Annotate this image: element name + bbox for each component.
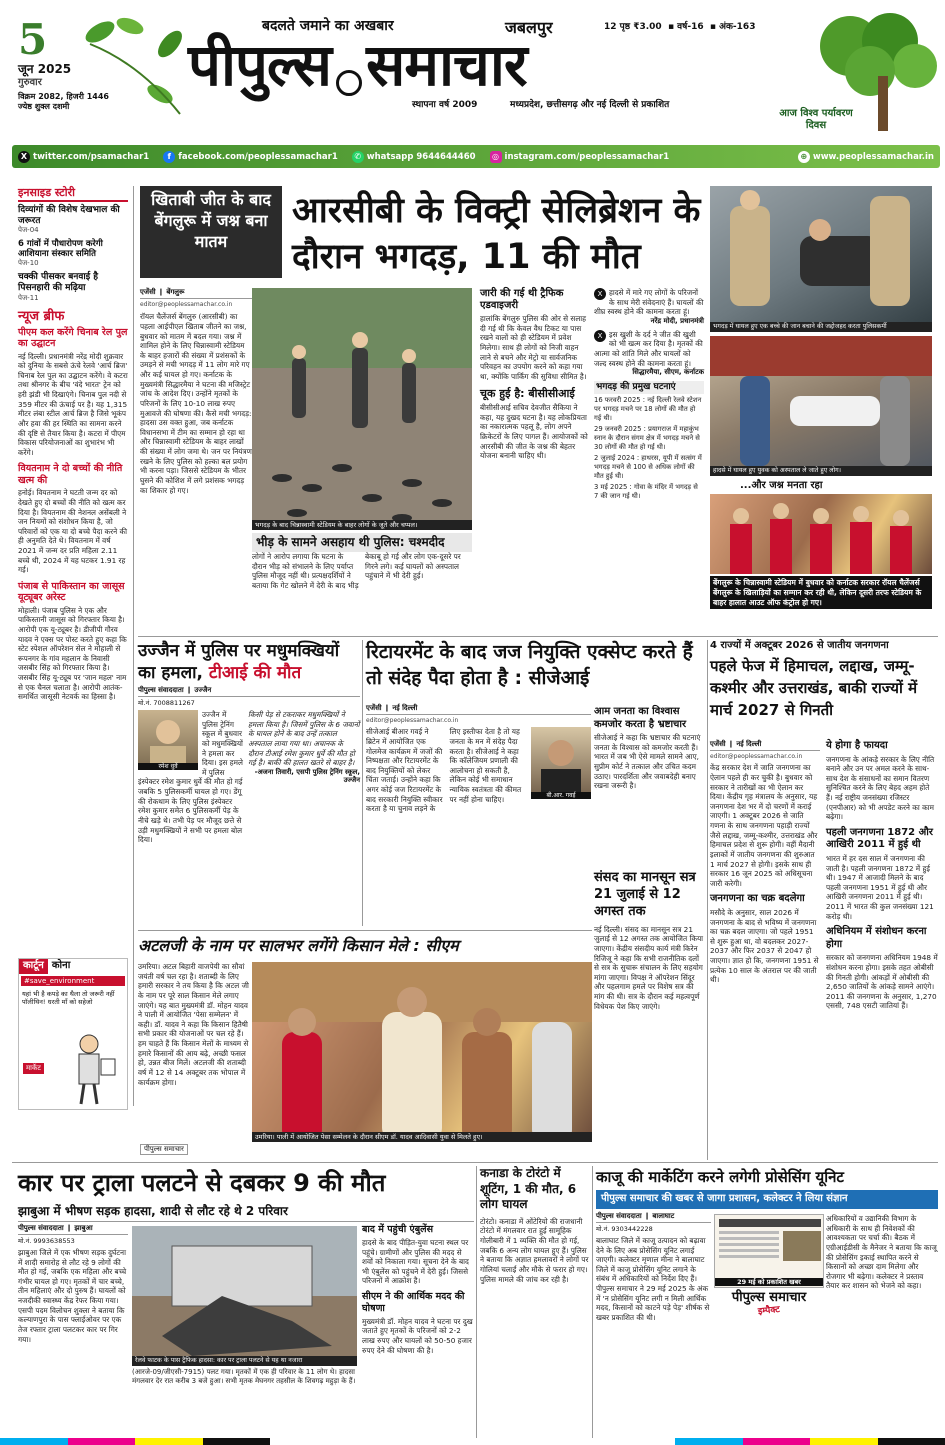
census-first-body: भारत में हर दस साल में जनगणना की जाती है। पहली जनगणना 1872 में हुई थी। 1947 में आजादी मिलने के बाद पहली जनगणना 1951 में हुई थी और आखिरी जनगणना 2011 में हुई थी। 2011 में भारत की कुल जनसंख्या 121 करोड़ थी। — [826, 853, 934, 921]
city: जबलपुर — [505, 18, 553, 37]
cji-side-body: सीजेआई ने कहा कि भ्रष्टाचार की घटनाएं जनता के विश्वास को कमजोर करती हैं। भारत में जब भी ऐसे मामले सामने आए, सुप्रीम कोर्ट ने तत्काल और उचित कदम उठाए। पारदर्शिता और जवाबदेही बनाए रखना जरूरी है। — [594, 733, 701, 791]
section-rule — [138, 636, 938, 637]
column-rule — [707, 640, 708, 1160]
brief-head-2: वियतनाम ने दो बच्चों की नीति खत्म की — [18, 463, 123, 486]
cji-photo: बी.आर. गवई — [531, 727, 591, 799]
truck-subhead: झाबुआ में भीषण सड़क हादसा, शादी से लौट रहे थे 2 परिवार — [18, 1204, 474, 1222]
newspaper-title — [188, 30, 748, 100]
inside-item[interactable]: चक्की पीसकर बनवाई है पिसनहारी की मढ़िया पेज-11 — [18, 272, 99, 302]
monsoon-headline: संसद का मानसून सत्र 21 जुलाई से 12 अगस्त तक — [594, 870, 696, 919]
year: वर्ष-16 — [677, 22, 704, 32]
brief-body-2: हनोई। वियतनाम ने घटती जन्म दर को देखते हुए दो बच्चों की नीति को खत्म कर दिया है। वियतनाम की नेशनल असेंबली ने जन नियमों को संशोधन किया है, जो परिवारों को एक या दो बच्चे पैदा करने की ही अनुमति देते थे। वियतनाम में वर्ष 2021 में जन्म दर प्रति महिला 2.11 बच्चे थी, 2024 में यह घटकर 1.91 रह गई। — [18, 488, 128, 575]
crushed-car-illustration — [132, 1226, 357, 1366]
census-side-body: जनगणना के आंकड़े सरकार के लिए नीति बनाने और उन पर अमल करने के साथ-साथ देश के संसाधनों का समान वितरण सुनिश्चित करने के लिए बेहद अहम होते हैं। नई राष्ट्रीय जनसंख्या रजिस्टर (एनपीआर) को भी अपडेट करने का काम बढ़ेगा। — [826, 754, 935, 822]
cji-headline: रिटायरमेंट के बाद जज नियुक्ति एक्सेप्ट करते हैं तो संदेह पैदा होता है : सीजेआई — [366, 641, 693, 689]
celebration-caption: बेंगलुरू के चिन्नास्वामी स्टेडियम में बुधवार को कर्नाटक सरकार रॉयल चैलेंजर्स बेंगलुरू के खिलाड़ियों का सम्मान कर रही थी, लेकिन दूसरी तरफ स्टेडियम के बाहर हालात आउट ऑफ कंट्रोल हो गए। — [710, 576, 932, 609]
bcci-body: बीसीसीआई सचिव देवजीत सैकिया ने कहा, यह दुखद घटना है। यह लोकप्रियता का नकारात्मक पहलू है, लोग अपने क्रिकेटरों के लिए पागल हैं। आयोजकों को आरसीबी की जीत के जश्न की बेहतर योजना बनानी चाहिए थी। — [480, 403, 588, 461]
ujjain-quote: किसी पेड़ से टकराकर मधुमक्खियों ने हमला किया है। जिसमें पुलिस के 6 जवानों के घायल होने के बाद उन्हें तत्काल अस्पताल लाया गया था। अचानक के दौरान टीआई रमेश कुमार धुर्वे की मौत हो गई है। बाकी की हालत खतरे से बाहर है। — [248, 710, 360, 768]
clipping-caption: 29 मई को प्रकाशित खबर — [715, 1278, 823, 1286]
lead-subhead: भीड़ के सामने असहाय थी पुलिस: चश्मदीद — [252, 533, 472, 552]
cartoon-sign: मार्केट — [23, 1063, 44, 1074]
truck-photo-caption: रेलवे फाटक के पास ट्रैफिक हादसा: कार पर ट्राला पलटने से यह था नजारा — [132, 1356, 357, 1366]
ujjain-headline: उज्जैन में पुलिस पर मधुमक्खियों का हमला, टीआई की मौत — [138, 641, 340, 684]
cartoon-title-b: कोना — [51, 960, 71, 971]
cji-side — [594, 706, 704, 856]
cashew-body-2: अधिकारियों व उद्यानिकी विभाग के अधिकारी के साथ ही निवेशकों की आवश्यकता पर चर्चा की। बैठक में एग्रीआईडीसी के मैनेजर ने बताया कि काजू की प्रोसेसिंग इकाई स्थापित करने से किसानों को अच्छा दाम मिलेगा और रोजगार भी बढ़ेगा। कलेक्टर ने प्रस्ताव तैयार कर शासन को भेजने को कहा। — [826, 1214, 937, 1291]
date-weekday: गुरुवार — [18, 77, 42, 88]
founded: स्थापना वर्ष 2009 — [412, 100, 478, 110]
canada-body: टोरंटो। कनाडा में ओंटेरियो की राजधानी टोरंटो में मंगलवार रात हुई सामूहिक गोलीबारी में 1 व्यक्ति की मौत हो गई, जबकि 6 अन्य लोग घायल हुए हैं। पुलिस ने बताया कि अज्ञात हमलावरों ने लोगों पर गोलियां चलाईं और मौके से फरार हो गए। पुलिस मामले की जांच कर रही है। — [480, 1216, 589, 1284]
census-side — [826, 740, 938, 1160]
instagram-link[interactable]: ◎ instagram.com/peoplessamachar1 — [490, 151, 670, 163]
website-link[interactable]: ⊕ www.peoplessamachar.in — [798, 151, 934, 163]
cm-meeting-illustration — [252, 962, 592, 1142]
right-photo-2-caption: हादसे में घायल हुए युवक को अस्पताल ले जाते हुए लोग। — [710, 466, 932, 476]
ujjain-body: उज्जैन में पुलिस ट्रेनिंग स्कूल में बुधवार को मधुमक्खियों ने हमला कर दिया। इस हमले में पुलिस इंस्पेक्टर रमेश कुमार धुर्वे की मौत हो गई जबकि 5 पुलिसकर्मी घायल हो गए। डेंगू की रोकथाम के लिए पुलिस इंस्पेक्टर रमेश कुमार समेत 6 पुलिसकर्मी पेड़ के नीचे खड़े थे। तभी पेड़ पर मौजूद छत्ते से उड़ी मधुमक्खियों ने सभी पर हमला बोल दिया। — [138, 710, 243, 845]
cashew-clipping — [714, 1214, 824, 1288]
census-kicker: 4 राज्यों में अक्टूबर 2026 से जातीय जनगणना — [710, 640, 889, 651]
right-photo-1-caption: भगदड़ में घायल हुए एक बच्चे की जान बचाने की जद्दोजहद करता पुलिसकर्मी — [710, 322, 932, 332]
cji-story: एजेंसी ❙ नई दिल्ली editor@peoplessamachar.co.in बी.आर. गवई सीजेआई बीआर गवई ने ब्रिटेन में आयोजित एक गोलमेज कार्यक्रम में जजों की निष्पक्षता और रिटायरमेंट के बाद नियुक्तियों को लेकर चिंता जताई। उन्होंने कहा कि अगर कोई जज रिटायरमेंट के बाद सरकारी नियुक्ति स्वीकार करता है या चुनाव लड़ने के लिए इस्तीफा देता है तो यह जनता के मन में संदेह पैदा करता है। सीजेआई ने कहा कि कॉलेजियम प्रणाली की आलोचना हो सकती है, लेकिन कोई भी समाधान न्यायिक स्वतंत्रता की कीमत पर नहीं होना चाहिए। — [366, 704, 591, 926]
globe-icon: ⊕ — [798, 151, 810, 163]
cashew-body: बालाघाट जिले में काजू उत्पादन को बढ़ावा देने के लिए अब प्रोसेसिंग यूनिट लगाई जाएगी। कलेक्टर मृणाल मीना ने बालाघाट जिले में काजू प्रोसेसिंग यूनिट लगाने के संबंध में अधिकारियों को निर्देश दिए हैं। पीपुल्स समाचार ने 29 मई 2025 के अंक में 'न प्रोसेसिंग यूनिट लगी न मिली आर्थिक मदद, किसानों को काटने पड़े पेड़' शीर्षक से खबर प्रकाशित की थी। — [596, 1235, 710, 1322]
melas-body: उमरिया। अटल बिहारी वाजपेयी का सौवां जयंती वर्ष चल रहा है। शताब्दी के लिए हमारी सरकार ने तय किया है कि अटल जी के नाम पर पूरे साल किसान मेले लगाए जाएंगे। यह बात मुख्यमंत्री डॉ. मोहन यादव ने पाली में आयोजित 'पेसा सम्मेलन' में कही। डॉ. यादव ने कहा कि किसान हितैषी सभी प्रकार की योजनाओं पर चल रहे हैं। हम चाहते हैं कि किसान मेलों के माध्यम से हमारे किसानों की आय बढ़े, अच्छी फसल हो, उन्नत बीज मिलें। अटलजी की शताब्दी वर्ष में 12 से 14 अक्टूबर तक भोपाल में कार्यक्रम होगा। — [138, 962, 249, 1087]
carry-injured-illustration — [710, 336, 932, 476]
right-photo-2 — [710, 336, 932, 476]
truck-body-2: (आरजे-09/जीएसी-7915) पलट गया। मृतकों में एक ही परिवार के 11 लोग थे। हादसा मंगलवार देर रात करीब 3 बजे हुआ। सभी मृतक मेघनगर तहसील के शिवगढ़ महुड़ा के हैं। — [132, 1368, 356, 1386]
census-story: एजेंसी ❙ नई दिल्ली editor@peoplessamachar.co.in केंद्र सरकार देश में जाति जनगणना का ऐलान पहले ही कर चुकी है। बुधवार को सरकार ने तारीखों का भी ऐलान कर दिया। केंद्रीय गृह मंत्रालय के अनुसार, यह जनगणना देश भर में दो चरणों में कराई जाएगी। 1 अक्टूबर 2026 से जाति गणना के साथ जनगणना पहाड़ी राज्यों जैसे लद्दाख, जम्मू-कश्मीर, उत्तराखंड और हिमाचल प्रदेश से शुरू होगी। वहीं मैदानी इलाकों में जातीय जनगणना की शुरुआत 1 मार्च 2027 से होगी। इसके साथ ही सरकार 16 जून 2025 को अधिसूचना जारी करेगी। जनगणना का चक्र बदलेगा मसौदे के अनुसार, साल 2026 में जनगणना के बाद से भविष्य में जनगणना का चक्र बदल जाएगा। जो पहले 1951 से शुरू हुआ था, वो बदलकर 2027-2037 और फिर 2037 से 2047 हो जाएगा। ज्ञात हो कि, जनगणना 1951 से प्रत्येक 10 साल के अंतराल पर की जाती थी। — [710, 740, 819, 985]
melas-credit: पीपुल्स समाचार — [140, 1144, 188, 1155]
cji-body: सीजेआई बीआर गवई ने ब्रिटेन में आयोजित एक गोलमेज कार्यक्रम में जजों की निष्पक्षता और रिटायरमेंट के बाद नियुक्तियों को लेकर चिंता जताई। उन्होंने कहा कि अगर कोई जज रिटायरमेंट के बाद सरकारी नियुक्ति स्वीकार करता है या चुनाव लड़ने के लिए इस्तीफा देता है तो यह जनता के मन में संदेह पैदा करता है। सीजेआई ने कहा कि कॉलेजियम प्रणाली की आलोचना हो सकती है, लेकिन कोई भी समाधान न्यायिक स्वतंत्रता की कीमत पर नहीं होना चाहिए। — [366, 727, 522, 814]
leaves-decoration — [60, 4, 200, 124]
tagline: बदलते जमाने का अखबार — [262, 18, 394, 34]
left-sidebar — [18, 186, 128, 956]
cashew-banner: पीपुल्स समाचार की खबर से जागा प्रशासन, कलेक्टर ने लिया संज्ञान — [596, 1190, 938, 1209]
inside-item[interactable]: 6 गांवों में पौधारोपण करेगी आशियाना संस्कार समिति पेज-10 — [18, 239, 103, 268]
column-rule — [133, 186, 134, 1106]
clipping-illustration — [715, 1215, 825, 1275]
advisory-head: जारी की गई थी ट्रैफिक एडवाइजरी — [480, 288, 564, 311]
editions: मध्यप्रदेश, छत्तीसगढ़ और नई दिल्ली से प्रकाशित — [510, 100, 670, 110]
twitter-link[interactable]: X twitter.com/psamachar1 — [18, 151, 149, 163]
cartoon-figure — [49, 1029, 124, 1109]
relief-head: सीएम ने की आर्थिक मदद की घोषणा — [362, 1291, 465, 1314]
lead-photo — [252, 288, 472, 530]
date-day: 5 — [18, 15, 48, 64]
facebook-link[interactable]: f facebook.com/peoplessamachar1 — [163, 151, 338, 163]
celebration-head: ...और जश्न मनता रहा — [740, 480, 823, 491]
brief-title: न्यूज ब्रीफ — [18, 308, 65, 324]
advisory-body: हालांकि बेंगलुरु पुलिस की ओर से सलाह दी गई थी कि केवल वैध टिकट या पास रखने वालों को ही स्टेडियम में प्रवेश मिलेगा। साथ ही लोगों को निजी वाहन लाने से बचने और मेट्रो या सार्वजनिक परिवहन का उपयोग करने को कहा गया था, क्योंकि पार्किंग की सुविधा सीमित है। — [480, 314, 587, 381]
right-photo-3 — [710, 494, 932, 574]
column-rule — [476, 1166, 477, 1440]
melas-headline: अटलजी के नाम पर सालभर लगेंगे किसान मेले : सीएम — [138, 936, 459, 955]
timeline-item: 16 फरवरी 2025 : नई दिल्ली रेलवे स्टेशन पर भगदड़ मचने पर 18 लोगों की मौत हो गई थी। — [594, 396, 702, 423]
truck-side — [362, 1224, 474, 1439]
cm-quote: X इस खुशी के दर्द ने जीत की खुशी को भी खत्म कर दिया है। मृतकों की आत्मा को शांति मिले और घायलों को जल्द स्वस्थ होने की कामना करता हूं। सिद्धारमैया, सीएम, कर्नाटक — [594, 329, 704, 377]
section-rule — [12, 1162, 938, 1163]
census-act-body: सरकार को जनगणना अधिनियम 1948 में संशोधन करना होगा। इसके तहत ओबीसी की गिनती होगी। आंकड़ों में ओबीसी की 2,650 जातियों के आंकड़े सामने आएंगे। 2011 की जनगणना के अनुसार, 1,270 एससी, 748 एसटी जातियां हैं। — [826, 953, 938, 1011]
title-left: पीपुल्स — [188, 31, 331, 99]
cji-portrait — [531, 727, 591, 799]
cji-side-head: आम जनता का विश्वास कमजोर करता है भ्रष्टाचार — [594, 706, 687, 730]
cashew-headline: काजू की मार्केटिंग करने लगेगी प्रोसेसिंग यूनिट — [596, 1168, 844, 1186]
lead-col3 — [480, 288, 590, 610]
ujjain-story: उज्जैन में पुलिस पर मधुमक्खियों का हमला, टीआई की मौत पीपुल्स संवाददाता ❙ उज्जैन मो.नं. 7008811267 रमेश धुर्वे उज्जैन में पुलिस ट्रेनिंग स्कूल में बुधवार को मधुमक्खियों ने हमला कर दिया। इस हमले में पुलिस इंस्पेक्टर रमेश कुमार धुर्वे की मौत हो गई जबकि 5 पुलिसकर्मी घायल हो गए। डेंगू की रोकथाम के लिए पुलिस इंस्पेक्टर रमेश कुमार समेत 6 पुलिसकर्मी पेड़ के नीचे खड़े थे। तभी पेड़ पर मौजूद छत्ते से उड़ी मधुमक्खियों ने सभी पर हमला बोल दिया। किसी पेड़ से टकराकर मधुमक्खियों ने हमला किया है। जिसमें पुलिस के 6 जवानों के घायल होने के बाद उन्हें तत्काल अस्पताल लाया गया था। अचानक के दौरान टीआई रमेश कुमार धुर्वे की मौत हो गई है। बाकी की हालत खतरे से बाहर है। -अजना तिवारी, एसपी पुलिस ट्रेनिंग स्कूल, उज्जैन — [138, 641, 360, 845]
date-samvat: विक्रम 2082, हिजरी 1446 — [18, 91, 109, 101]
inside-title: इनसाइड स्टोरी — [18, 186, 128, 202]
canada-headline: कनाडा के टोरंटो में शूटिंग, 1 की मौत, 6 लोग घायल — [480, 1166, 577, 1212]
census-act-head: अधिनियम में संशोधन करना होगा — [826, 926, 927, 950]
impact-badge: पीपुल्स समाचार इम्पैक्ट — [731, 1290, 807, 1318]
monsoon-story — [594, 870, 704, 1170]
cartoon-header — [19, 959, 127, 974]
melas-photo-caption: उमरिया। पाली में आयोजित पेसा सम्मेलन के दौरान सीएम डॉ. यादव आदिवासी युवा से मिलते हुए। — [252, 1132, 592, 1142]
census-side-head: ये होगा है फायदा — [826, 740, 888, 751]
issue: अंक-163 — [719, 22, 756, 32]
x-icon: X — [18, 151, 30, 163]
brief-body-3: मोहाली। पंजाब पुलिस ने एक और पाकिस्तानी जासूस को गिरफ्तार किया है। आरोपी एक यू-ट्यूबर है। डीजीपी गौरव यादव ने एक्स पर पोस्ट करते हुए कहा कि स्टेट स्पेशल ऑपरेशन सेल ने मोहाली से रूपनगर के गांव महलान के निवासी जसबीर सिंह को गिरफ्तार किया है। जसबीर सिंह यू-ट्यूब पर 'जान महल' नाम से एक चैनल चलाता है। आरोपी आतंक-समर्थित जासूसी नेटवर्क का हिस्सा है। — [18, 605, 127, 702]
section-rule — [138, 930, 592, 931]
melas-photo — [252, 962, 592, 1142]
crowd-shoes-illustration — [252, 288, 472, 530]
census-cycle-body: मसौदे के अनुसार, साल 2026 में जनगणना के बाद से भविष्य में जनगणना का चक्र बदल जाएगा। जो पहले 1951 से शुरू हुआ था, वो बदलकर 2027-2037 और फिर 2037 से 2047 हो जाएगा। ज्ञात हो कि, जनगणना 1951 से प्रत्येक 10 साल के अंतराल पर की जाती थी। — [710, 907, 819, 985]
cartoon-title-a: कार्टून — [19, 959, 48, 974]
monsoon-body: नई दिल्ली। संसद का मानसून सत्र 21 जुलाई से 12 अगस्त तक आयोजित किया जाएगा। केंद्रीय संसदीय कार्य मंत्री किरेन रिजिजू ने कहा कि सभी राजनीतिक दलों से सत्र के सुचारू संचालन के लिए सहयोग मांगा जाएगा। विपक्ष ने ऑपरेशन सिंदूर और पहलगाम हमले पर विशेष सत्र की मांग की थी। सत्र के दौरान कई महत्वपूर्ण विधेयक पेश किए जाएंगे। — [594, 924, 704, 1011]
lead-byline: एजेंसी ❙ बेंगलुरू editor@peoplessamachar.co.in रॉयल चैलेंजर्स बेंगलुरु (आरसीबी) का पहला आईपीएल खिताब जीतने का जश्न, बुधवार को मातम में बदल गया। जश्न में शामिल होने के लिए चिन्नास्वामी स्टेडियम के बाहर हजारों की संख्या में प्रशंसकों के उमड़ने से मची भगदड़ में 11 लोग मारे गए और कई घायल हो गए। कर्नाटक के मुख्यमंत्री सिद्धारमैया ने घटना की मजिस्ट्रेट जांच के आदेश दिए। उन्होंने मृतकों के परिजनों के लिए 10-10 लाख रुपए मुआवजे की घोषणा की। कैसे मची भगदड़: हादसा उस वक्त हुआ, जब कर्नाटक विधानसभा में टीम का सम्मान हो रहा था और चिन्नास्वामी स्टेडियम के बाहर लाखों की संख्या में लोग जमा थे। जन पर नियंत्रण रखने के लिए पुलिस को हल्का बल प्रयोग भी करना पड़ा। जिससे स्टेडियम के भीतर घुसने की कोशिश में लगे प्रशंसक भगदड़ का शिकार हो गए। — [140, 288, 252, 495]
team-celebration-illustration — [710, 494, 932, 574]
relief-body: मुख्यमंत्री डॉ. मोहन यादव ने घटना पर दुख जताते हुए मृतकों के परिजनों को 2-2 लाख रुपए और घायलों को 50-50 हजार रुपए देने की घोषणा की है। — [362, 1316, 473, 1355]
x-icon: X — [594, 330, 606, 342]
census-headline: पहले फेज में हिमाचल, लद्दाख, जम्मू-कश्मीर और उत्तराखंड, बाकी राज्यों में मार्च 2027 से गिनती — [710, 657, 918, 719]
cashew-story: पीपुल्स संवाददाता ❙ बालाघाट मो.नं. 9303442228 बालाघाट जिले में काजू उत्पादन को बढ़ावा देने के लिए अब प्रोसेसिंग यूनिट लगाई जाएगी। कलेक्टर मृणाल मीना ने बालाघाट जिले में काजू प्रोसेसिंग यूनिट लगाने के संबंध में अधिकारियों को निर्देश दिए हैं। पीपुल्स समाचार ने 29 मई 2025 के अंक में 'न प्रोसेसिंग यूनिट लगी न मिली आर्थिक मदद, किसानों को काटने पड़े पेड़' शीर्षक से खबर प्रकाशित की थी। — [596, 1212, 710, 1322]
ujjain-quote-by: -अजना तिवारी, एसपी पुलिस ट्रेनिंग स्कूल, उज्जैन — [254, 767, 360, 785]
masthead — [0, 0, 945, 142]
whatsapp-link[interactable]: ✆ whatsapp 9644644460 — [352, 151, 476, 163]
lead-kicker: खिताबी जीत के बाद बेंगलुरू में जश्न बना मातम — [140, 186, 282, 278]
column-rule — [362, 640, 363, 926]
truck-headline: कार पर ट्राला पलटने से दबकर 9 की मौत — [18, 1169, 386, 1197]
truck-photo — [132, 1226, 357, 1366]
date-month: जून 2025 — [18, 62, 72, 76]
ambulance-head: बाद में पहुंची एंबुलेंस — [362, 1224, 434, 1235]
officer-portrait — [138, 710, 198, 770]
bcci-head: चूक हुई है: बीसीसीआई — [480, 387, 575, 401]
inside-item[interactable]: दिव्यांगों की विशेष देखभाल की जरूरत पेज-04 — [18, 204, 120, 235]
social-bar — [12, 145, 940, 168]
truck-body: झाबुआ जिले में एक भीषण सड़क दुर्घटना में शादी समारोह से लौट रहे 9 लोगों की मौत हो गई, जबकि एक महिला और बच्चे गंभीर घायल हो गए। मृतकों में चार बच्चे, तीन महिलाएं और दो पुरुष हैं। घायलों को नजदीकी स्वास्थ्य केंद्र रेफर किया गया। एसपी पदम विलोचन शुक्ला ने बताया कि कल्याणपुरा के पास फ्लाईओवर पर एक तेज रफ्तार ट्राला पलटकर कार पर गिर गया। — [18, 1247, 127, 1344]
truck-story: पीपुल्स संवाददाता ❙ झाबुआ मो.नं. 9993638553 झाबुआ जिले में एक भीषण सड़क दुर्घटना में शादी समारोह से लौट रहे 9 लोगों की मौत हो गई, जबकि एक महिला और बच्चे गंभीर घायल हो गए। मृतकों में चार बच्चे, तीन महिलाएं और दो पुरुष हैं। घायलों को नजदीकी स्वास्थ्य केंद्र रेफर किया गया। एसपी पदम विलोचन शुक्ला ने बताया कि कल्याणपुरा के पास फ्लाईओवर पर एक तेज रफ्तार ट्राला पलटकर कार पर गिर गया। — [18, 1224, 127, 1344]
ambulance-body: हादसे के बाद पीड़ित-युवा घटना स्थल पर पहुंचे। ग्रामीणों और पुलिस की मदद से शवों को निकाला गया। सूचना देने के बाद भी एंबुलेंस को पहुंचने में देरी हुई। जिससे परिजनों में आक्रोश है। — [362, 1237, 469, 1286]
police-child-illustration — [710, 186, 932, 332]
cartoon-hashtag: #save_environment — [21, 976, 125, 987]
column-rule — [592, 1166, 593, 1440]
cartoon-speech: यहां भी है कपड़े का थैला तो जरूरी नहीं पॉलीथिन! धरती माँ को सहेजो — [22, 990, 115, 1007]
x-icon: X — [594, 288, 606, 300]
price: 12 पृष्ठ ₹3.00 — [604, 22, 662, 32]
lead-subbody: लोगों ने आरोप लगाया कि घटना के दौरान भीड़ को संभालने के लिए पर्याप्त पुलिस मौजूद नहीं थी। प्रत्यक्षदर्शियों ने बताया कि गेट खोलने में देरी के बाद भीड़ बेकाबू हो गई और लोग एक-दूसरे पर गिरने लगे। कई घायलों को अस्पताल पहुंचाने में भी देरी हुई। — [252, 552, 461, 590]
census-body: केंद्र सरकार देश में जाति जनगणना का ऐलान पहले ही कर चुकी है। बुधवार को सरकार ने तारीखों का भी ऐलान कर दिया। केंद्रीय गृह मंत्रालय के अनुसार, यह जनगणना देश भर में दो चरणों में कराई जाएगी। 1 अक्टूबर 2026 से जाति गणना के साथ जनगणना पहाड़ी राज्यों जैसे लद्दाख, जम्मू-कश्मीर, उत्तराखंड और हिमाचल प्रदेश से शुरू होगी। वहीं मैदानी इलाकों में जातीय जनगणना की शुरुआत 1 मार्च 2027 से होगी। इसके साथ ही सरकार 16 जून 2025 को अधिसूचना जारी करेगी। — [710, 763, 818, 888]
brief-head-3: पंजाब से पाकिस्तान का जासूस यूट्यूबर अरेस्ट — [18, 580, 125, 604]
right-photo-1 — [710, 186, 932, 332]
census-cycle-head: जनगणना का चक्र बदलेगा — [710, 893, 805, 905]
timeline-item: 2 जुलाई 2024 : हाथरस, यूपी में सत्संग में भगदड़ मचने से 100 से अधिक लोगों की मौत हुई थी। — [594, 453, 702, 480]
officer-photo: रमेश धुर्वे — [138, 710, 198, 770]
price-bar: 12 पृष्ठ ₹3.00 ▪ वर्ष-16 ▪ अंक-163 — [604, 22, 756, 32]
pm-quote: X हादसे में मारे गए लोगों के परिजनों के साथ मेरी संवेदनाएं हैं। घायलों की शीघ्र स्वस्थ होने की कामना करता हूं। नरेंद्र मोदी, प्रधानमंत्री — [594, 288, 704, 325]
lead-col4 — [594, 288, 704, 610]
cartoon-box — [18, 958, 128, 1110]
env-day: आज विश्व पर्यावरण दिवस — [779, 108, 853, 131]
date-tithi: ज्येष्ठ शुक्ल दशमी — [18, 101, 70, 111]
instagram-icon: ◎ — [490, 151, 502, 163]
brief-head-1: पीएम कल करेंगे चिनाब रेल पुल का उद्घाटन — [18, 326, 128, 350]
timeline-item: 29 जनवरी 2025 : प्रयागराज में महाकुंभ स्नान के दौरान संगम क्षेत्र में भगदड़ मचने से 30 लोगों की मौत हो गई थी। — [594, 425, 700, 451]
timeline-item: 3 मई 2025 : गोवा के मंदिर में भगदड़ से 7 की जान गई थी। — [594, 482, 698, 500]
census-first-head: पहली जनगणना 1872 और आखिरी 2011 में हुई थी — [826, 826, 933, 851]
timeline-head: भगदड़ की प्रमुख घटनाएं — [594, 381, 704, 394]
brief-body-1: नई दिल्ली। प्रधानमंत्री नरेंद्र मोदी शुक्रवार को दुनिया के सबसे ऊंचे रेलवे 'आर्च ब्रिज' चिनाब रेल पुल का उद्घाटन करेंगे। वे कटरा तथा श्रीनगर के बीच 'वंदे भारत' ट्रेन को हरी झंडी भी दिखाएंगे। चिनाब पुल नदी से 359 मीटर की ऊंचाई पर है। यह 1,315 मीटर लंबा स्टील आर्च ब्रिज है जिसे भूकंप और हवा की हर स्थिति का सामना करने की दृष्टि से तैयार किया है। कटरा में पीएम विकास परियोजनाओं का शुभारंभ भी करेंगे। — [18, 351, 128, 457]
lead-headline: आरसीबी के विक्ट्री सेलिब्रेशन के दौरान भगदड़, 11 की मौत — [292, 191, 701, 277]
lead-photo-caption: भगदड़ के बाद चिन्नास्वामी स्टेडियम के बाहर लोगों के जूते और चप्पल। — [252, 520, 472, 530]
canada-story — [480, 1166, 590, 1441]
whatsapp-icon: ✆ — [352, 151, 364, 163]
pen-nib-icon — [336, 70, 362, 96]
registration-bar — [0, 1438, 945, 1445]
lead-body: रॉयल चैलेंजर्स बेंगलुरु (आरसीबी) का पहला आईपीएल खिताब जीतने का जश्न, बुधवार को मातम में बदल गया। जश्न में शामिल होने के लिए चिन्नास्वामी स्टेडियम के बाहर हजारों की संख्या में प्रशंसकों के उमड़ने से मची भगदड़ में 11 लोग मारे गए और कई घायल हो गए। कर्नाटक के मुख्यमंत्री सिद्धारमैया ने घटना की मजिस्ट्रेट जांच के आदेश दिए। उन्होंने मृतकों के परिजनों के लिए 10-10 लाख रुपए मुआवजे की घोषणा की। कैसे मची भगदड़: हादसा उस वक्त हुआ, जब कर्नाटक विधानसभा में टीम का सम्मान हो रहा था और चिन्नास्वामी स्टेडियम के बाहर लाखों की संख्या में लोग जमा थे। जन पर नियंत्रण रखने के लिए पुलिस को हल्का बल प्रयोग भी करना पड़ा। जिससे स्टेडियम के भीतर घुसने की कोशिश में लगे प्रशंसक भगदड़ का शिकार हो गए। — [140, 312, 252, 495]
facebook-icon: f — [163, 151, 175, 163]
title-right: समाचार — [366, 31, 527, 99]
